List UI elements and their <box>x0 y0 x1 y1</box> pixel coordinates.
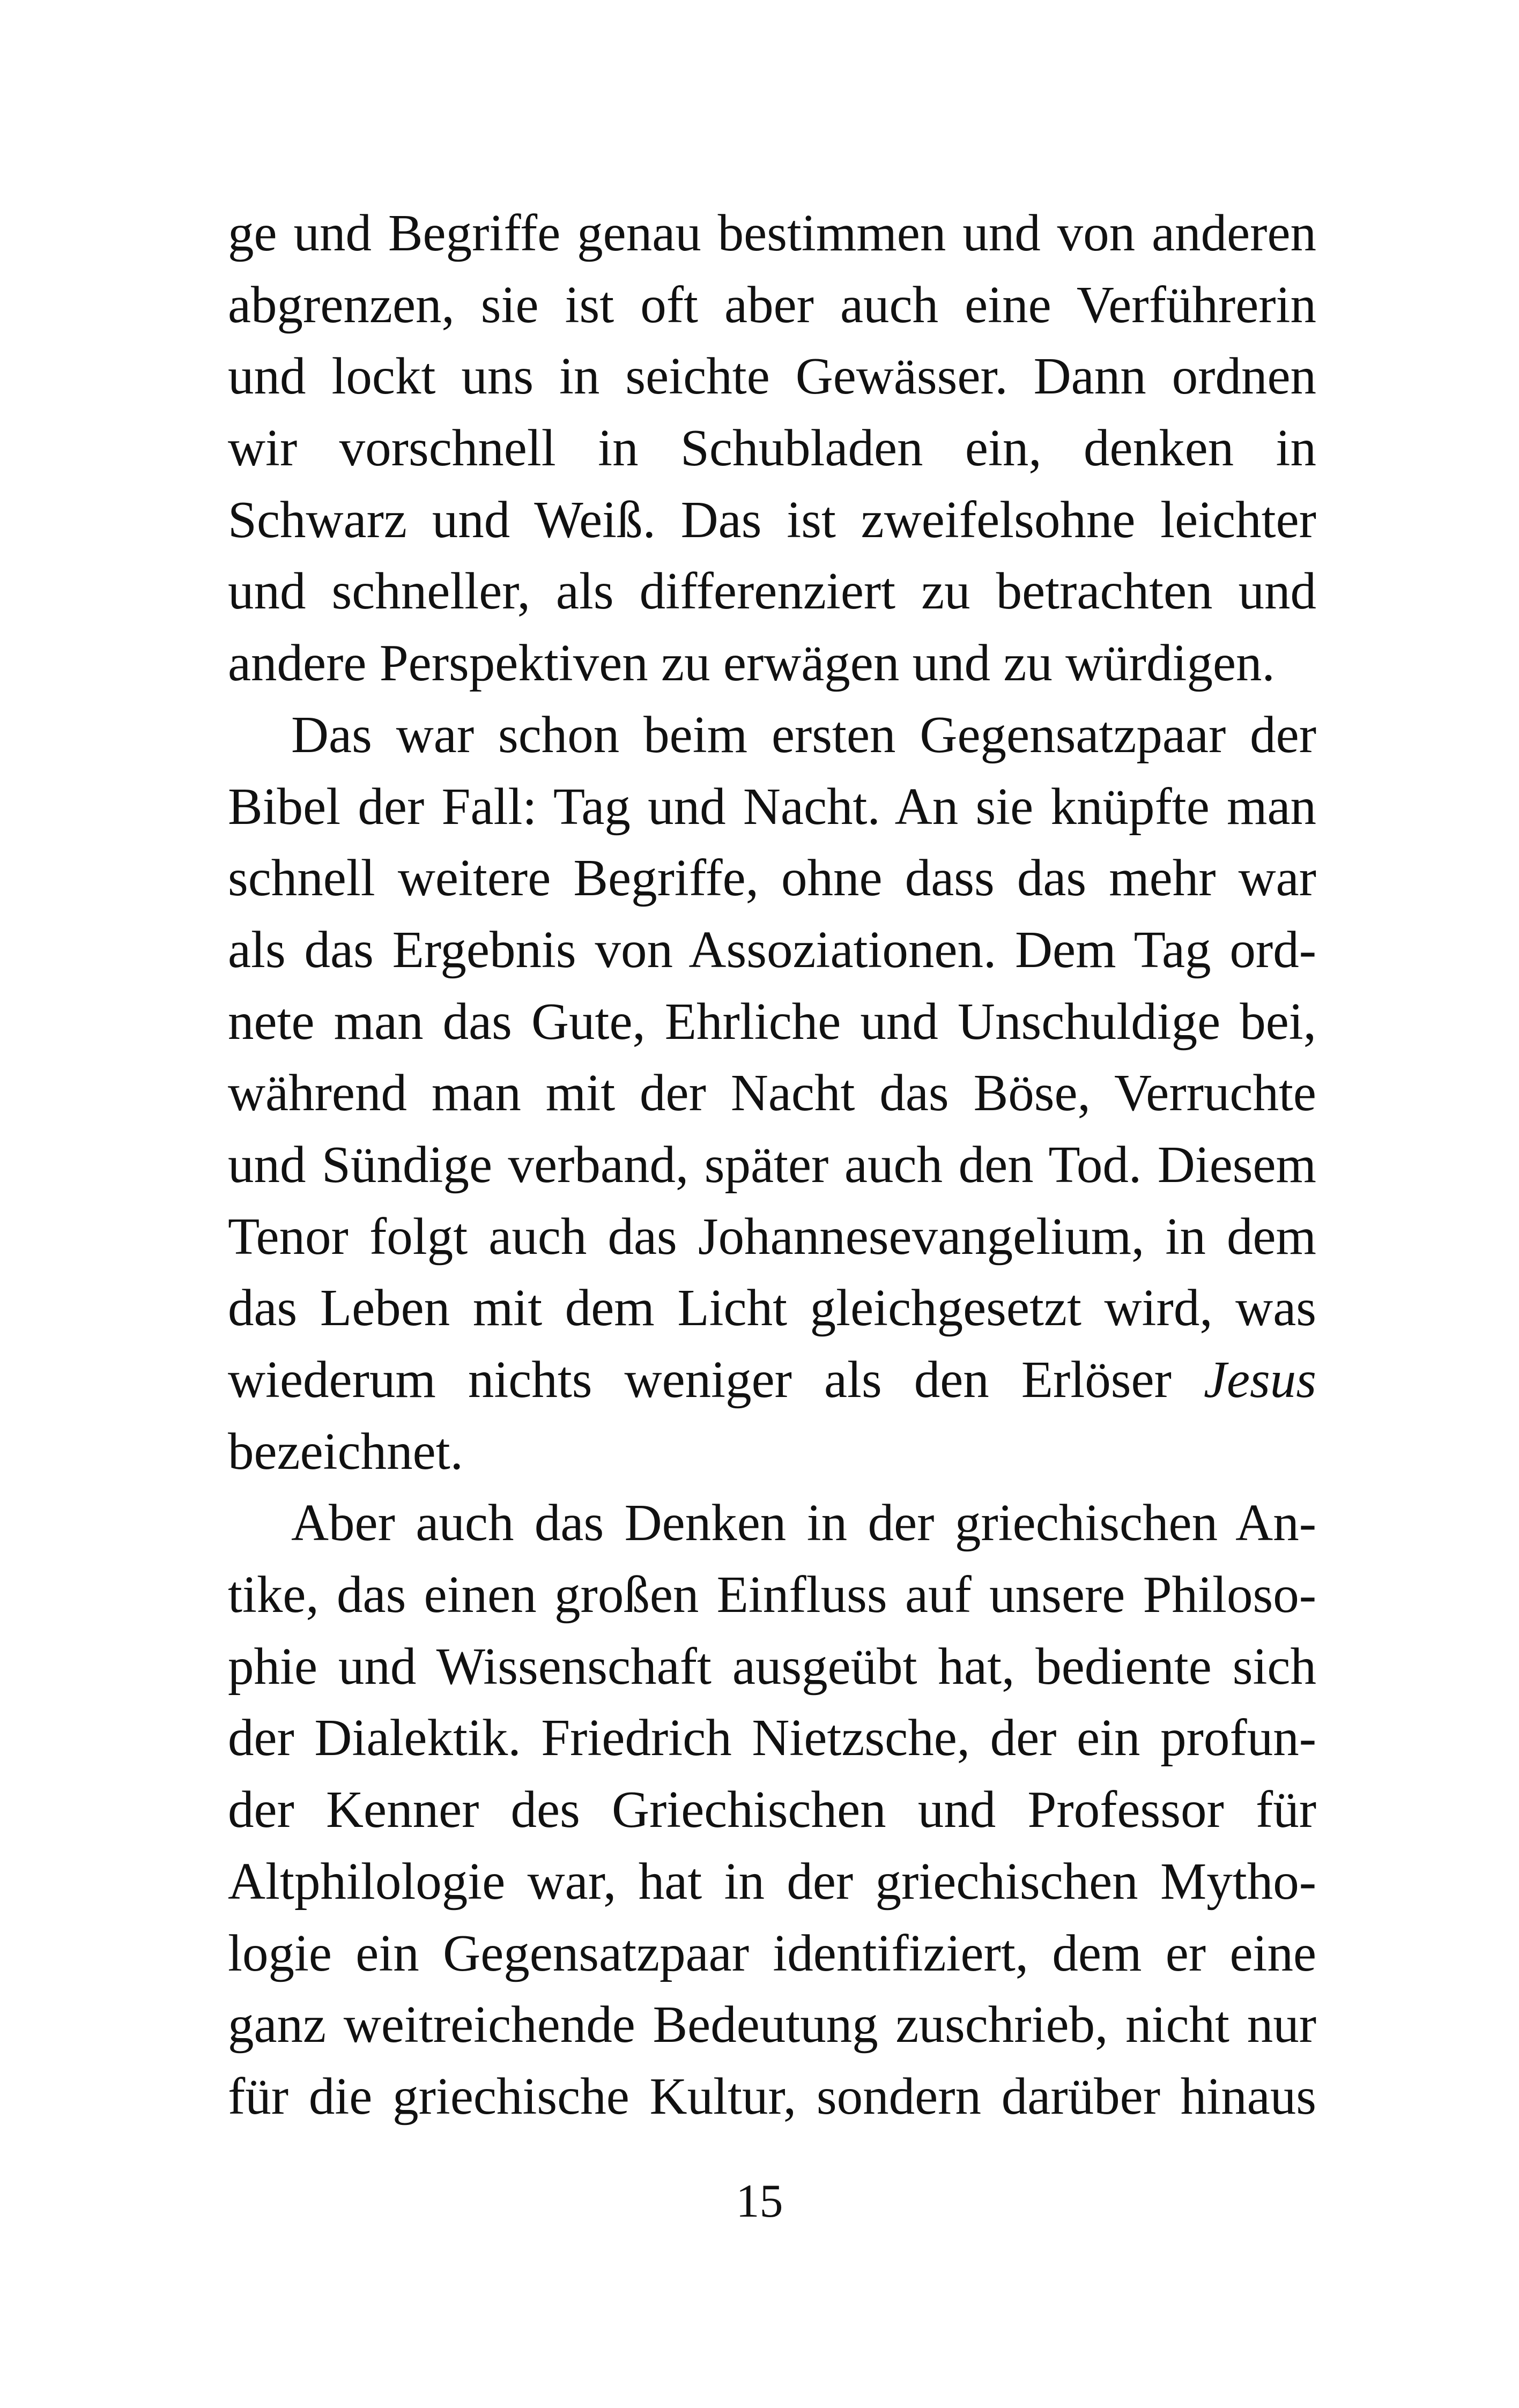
text-line: für die griechische Kultur, sondern darüber hinaus <box>228 2067 1316 2125</box>
paragraph-first-line: Das war schon beim ersten Gegensatzpaar der <box>291 705 1316 763</box>
text-line-with-emphasis <box>228 1344 1316 1416</box>
text-line: ganz weitreichende Bedeutung zuschrieb, nicht nur <box>228 1996 1316 2054</box>
text-line: der Dialektik. Friedrich Nietzsche, der ein profun- <box>228 1709 1316 1767</box>
text-line: abgrenzen, sie ist oft aber auch eine Verführerin <box>228 276 1316 333</box>
text-line: das Leben mit dem Licht gleichgesetzt wird, was <box>228 1279 1316 1337</box>
text-line: Schwarz und Weiß. Das ist zweifelsohne leichter <box>228 490 1316 548</box>
text-line: als das Ergebnis von Assoziationen. Dem Tag ord- <box>228 920 1316 978</box>
text-line: und schneller, als differenziert zu betrachten und <box>228 562 1316 620</box>
italic-word: Jesus <box>1203 1351 1316 1408</box>
text-line: der Kenner des Griechischen und Professor für <box>228 1781 1316 1839</box>
text-line: ge und Begriffe genau bestimmen und von anderen <box>228 204 1316 262</box>
page-number: 15 <box>736 2175 783 2227</box>
text-line: Bibel der Fall: Tag und Nacht. An sie knüpfte man <box>228 777 1316 835</box>
text-line-segment: wiederum nichts weniger als den Erlöser <box>228 1351 1172 1408</box>
text-line: und Sündige verband, später auch den Tod. Diesem <box>228 1135 1316 1193</box>
text-line: Altphilologie war, hat in der griechischen Mytho- <box>228 1852 1316 1910</box>
text-line: schnell weitere Begriffe, ohne dass das mehr war <box>228 849 1316 907</box>
text-line: wir vorschnell in Schubladen ein, denken in <box>228 419 1316 477</box>
text-line: Tenor folgt auch das Johannesevangelium, in dem <box>228 1207 1316 1265</box>
text-line: andere Perspektiven zu erwägen und zu würdigen. <box>228 634 1275 692</box>
paragraph-first-line: Aber auch das Denken in der griechischen An- <box>291 1494 1316 1552</box>
text-line: bezeichnet. <box>228 1422 463 1480</box>
text-line: während man mit der Nacht das Böse, Verruchte <box>228 1064 1316 1122</box>
text-line: tike, das einen großen Einfluss auf unsere Philoso- <box>228 1566 1316 1624</box>
text-line: phie und Wissenschaft ausgeübt hat, bediente sich <box>228 1637 1316 1695</box>
body-text <box>228 197 1316 2132</box>
text-line: und lockt uns in seichte Gewässer. Dann ordnen <box>228 347 1316 405</box>
text-line: nete man das Gute, Ehrliche und Unschuldige bei, <box>228 992 1316 1050</box>
text-line: logie ein Gegensatzpaar identifiziert, dem er eine <box>228 1924 1316 1982</box>
